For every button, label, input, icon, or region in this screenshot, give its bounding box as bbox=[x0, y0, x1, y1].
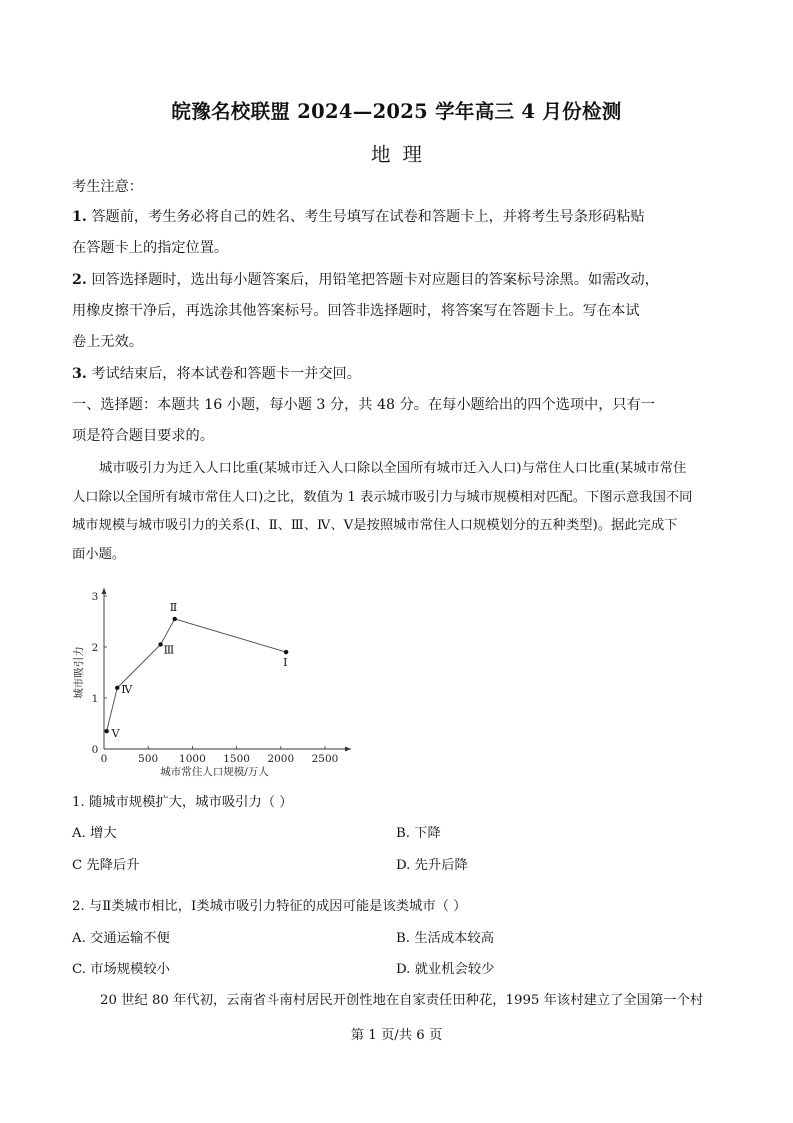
material-line-1: 城市吸引力为迁入人口比重(某城市迁入人口除以全国所有城市迁入人口)与常住人口比重(某城市常住 bbox=[99, 461, 687, 476]
y-axis-title: 城市吸引力 bbox=[73, 646, 85, 699]
exam-title: 皖豫名校联盟 2024—2025 学年高三 4 月份检测 bbox=[171, 100, 622, 123]
data-point bbox=[173, 617, 177, 621]
x-tick-label: 2500 bbox=[311, 753, 339, 765]
notice-item-3 bbox=[72, 364, 722, 384]
y-axis-arrow bbox=[102, 588, 107, 594]
q1-option-c[interactable]: C 先降后升 bbox=[72, 858, 140, 873]
notice-item-2-line-1 bbox=[72, 270, 722, 290]
data-point-label: Ⅱ bbox=[169, 600, 178, 614]
y-tick-label: 2 bbox=[91, 642, 99, 654]
notice-heading: 考生注意： bbox=[72, 179, 143, 195]
notice-item-2-line-3: 卷上无效。 bbox=[72, 334, 143, 350]
notice-item-number: 3. bbox=[72, 366, 87, 382]
notice-item-number: 1. bbox=[72, 209, 87, 225]
material-line-2: 人口除以全国所有城市常住人口)之比，数值为 1 表示城市吸引力与城市规模相对匹配。下图示意我国不同 bbox=[72, 489, 693, 505]
x-tick-label: 0 bbox=[100, 753, 108, 765]
material-line-4: 面小题。 bbox=[72, 546, 126, 562]
data-point-label: Ⅰ bbox=[283, 656, 288, 670]
data-series-line bbox=[107, 619, 286, 731]
data-point-label: Ⅳ bbox=[121, 682, 133, 696]
notice-item-1-line-2: 在答题卡上的指定位置。 bbox=[72, 240, 229, 256]
x-tick-label: 2000 bbox=[267, 753, 295, 765]
q2-option-b[interactable]: B. 生活成本较高 bbox=[396, 931, 495, 946]
city-attraction-chart bbox=[66, 582, 356, 782]
data-point bbox=[104, 729, 108, 733]
section-heading-line-2: 项是符合题目要求的。 bbox=[72, 428, 214, 444]
q2-option-a[interactable]: A. 交通运输不便 bbox=[72, 931, 170, 946]
y-tick-label: 1 bbox=[91, 693, 99, 705]
notice-text: 回答选择题时，选出每小题答案后，用铅笔把答题卡对应题目的答案标号涂黑。如需改动， bbox=[91, 272, 659, 288]
x-axis-title: 城市常住人口规模/万人 bbox=[160, 766, 269, 778]
x-tick-label: 1000 bbox=[179, 753, 206, 765]
notice-item-2-line-2: 用橡皮擦干净后，再选涂其他答案标号。回答非选择题时，将答案写在答题卡上。写在本试 bbox=[72, 303, 640, 319]
subject-title: 地理 bbox=[370, 143, 434, 166]
notice-text: 答题前，考生务必将自己的姓名、考生号填写在试卷和答题卡上，并将考生号条形码粘贴 bbox=[91, 209, 645, 225]
q1-option-d[interactable]: D. 先升后降 bbox=[396, 858, 468, 873]
page-footer: 第 1 页/共 6 页 bbox=[350, 1028, 443, 1043]
next-material-line: 20 世纪 80 年代初，云南省斗南村居民开创性地在自家责任田种花，1995 年该村建立了全国第一个村 bbox=[100, 993, 704, 1008]
q1-option-a[interactable]: A. 增大 bbox=[72, 826, 117, 841]
material-line-3: 城市规模与城市吸引力的关系(Ⅰ、Ⅱ、Ⅲ、Ⅳ、Ⅴ是按照城市常住人口规模划分的五种类型)。据此完成下 bbox=[72, 518, 678, 533]
q2-option-d[interactable]: D. 就业机会较少 bbox=[396, 962, 495, 977]
data-point bbox=[115, 686, 119, 690]
question-2-stem: 2. 与Ⅱ类城市相比，Ⅰ类城市吸引力特征的成因可能是该类城市（ ） bbox=[72, 899, 467, 914]
data-point bbox=[284, 650, 288, 654]
question-1-stem: 1. 随城市规模扩大，城市吸引力（ ） bbox=[72, 795, 293, 810]
notice-item-1-line-1 bbox=[72, 207, 722, 227]
chart-svg bbox=[66, 582, 356, 782]
x-tick-label: 500 bbox=[138, 753, 159, 765]
data-point-label: Ⅴ bbox=[111, 727, 120, 741]
material-paragraph bbox=[72, 455, 722, 569]
x-axis-arrow bbox=[345, 747, 351, 752]
y-tick-label: 3 bbox=[91, 591, 99, 603]
section-heading-line-1: 一、选择题：本题共 16 小题，每小题 3 分，共 48 分。在每小题给出的四个选项中，只有一 bbox=[72, 397, 655, 413]
y-tick-label: 0 bbox=[91, 744, 99, 756]
q1-option-b[interactable]: B. 下降 bbox=[396, 826, 441, 841]
x-tick-label: 1500 bbox=[223, 753, 250, 765]
q2-option-c[interactable]: C. 市场规模较小 bbox=[72, 962, 170, 977]
notice-item-number: 2. bbox=[72, 272, 87, 288]
notice-text: 考试结束后，将本试卷和答题卡一并交回。 bbox=[91, 366, 361, 382]
data-point bbox=[158, 642, 162, 646]
data-point-label: Ⅲ bbox=[163, 643, 175, 657]
